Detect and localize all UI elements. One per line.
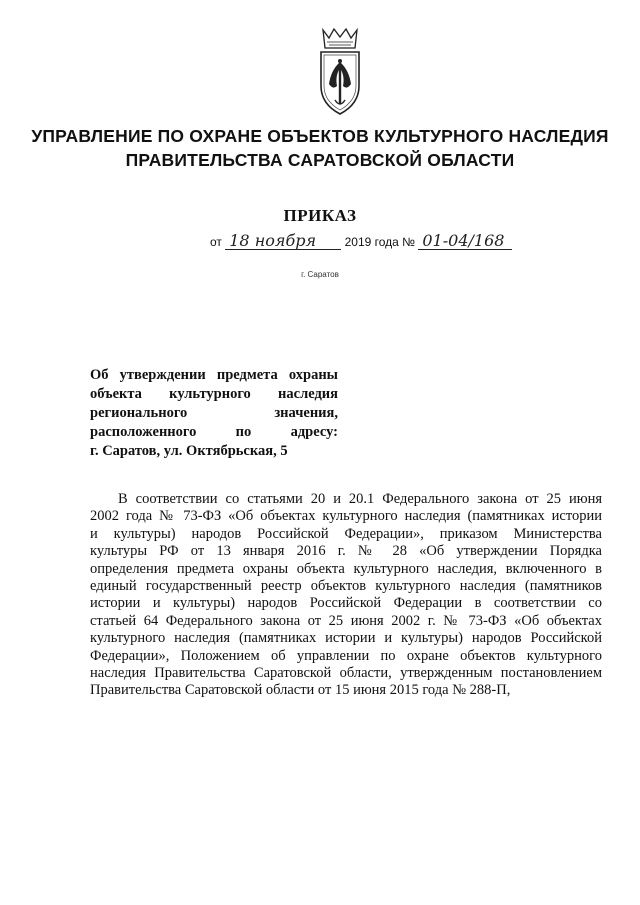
body-line: истории и культуры) народов Российской Федерации в соответствии со <box>90 595 602 612</box>
body-line: Федерации», Положением об управлении по охране объектов культурного <box>90 647 602 664</box>
organization-name-line1: УПРАВЛЕНИЕ ПО ОХРАНЕ ОБЪЕКТОВ КУЛЬТУРНОГО НАСЛЕДИЯ <box>31 126 609 146</box>
order-body-paragraph <box>90 491 602 700</box>
organization-name-line2: ПРАВИТЕЛЬСТВА САРАТОВСКОЙ ОБЛАСТИ <box>125 150 515 170</box>
body-line: культурного наследия (памятниках истории и культуры) народов Российской <box>90 630 602 647</box>
body-line: Правительства Саратовской области от 15 июня 2015 года № 288-П, <box>90 682 511 699</box>
body-line: 2002 года № 73-ФЗ «Об объектах культурного наследия (памятниках истории <box>90 508 602 525</box>
coat-of-arms-emblem <box>315 28 365 116</box>
order-date-line <box>210 233 512 250</box>
body-line: и культуры) народов Российской Федерации», приказом Министерства <box>90 525 602 542</box>
body-line: культуры РФ от 13 января 2016 г. № 28 «Об утверждении Порядка <box>90 543 602 560</box>
subject-line: объекта культурного наследия <box>90 386 338 402</box>
document-title: ПРИКАЗ <box>283 206 357 225</box>
handwritten-date: 18 ноября <box>225 233 341 250</box>
date-prefix: от <box>210 235 222 249</box>
body-line: наследия Правительства Саратовской области, утвержденным постановлением <box>90 664 602 681</box>
city-name: г. Саратов <box>301 270 339 279</box>
body-line: определения предмета охраны объекта культурного наследия, включенного в <box>90 560 602 577</box>
body-line: статьей 64 Федерального закона от 25 июня 2002 г. № 73-ФЗ «Об объектах <box>90 612 602 629</box>
order-subject <box>90 366 338 461</box>
body-line: единый государственный реестр объектов культурного наследия (памятников <box>90 577 602 594</box>
subject-line: Об утверждении предмета охраны <box>90 367 338 383</box>
subject-line: г. Саратов, ул. Октябрьская, 5 <box>90 443 288 459</box>
year-and-number-label: 2019 года № <box>344 235 416 249</box>
subject-line: регионального значения, <box>90 405 338 421</box>
handwritten-order-number: 01-04/168 <box>418 233 512 250</box>
body-line: В соответствии со статьями 20 и 20.1 Федерального закона от 25 июня <box>118 491 602 507</box>
subject-line: расположенного по адресу: <box>90 424 338 440</box>
